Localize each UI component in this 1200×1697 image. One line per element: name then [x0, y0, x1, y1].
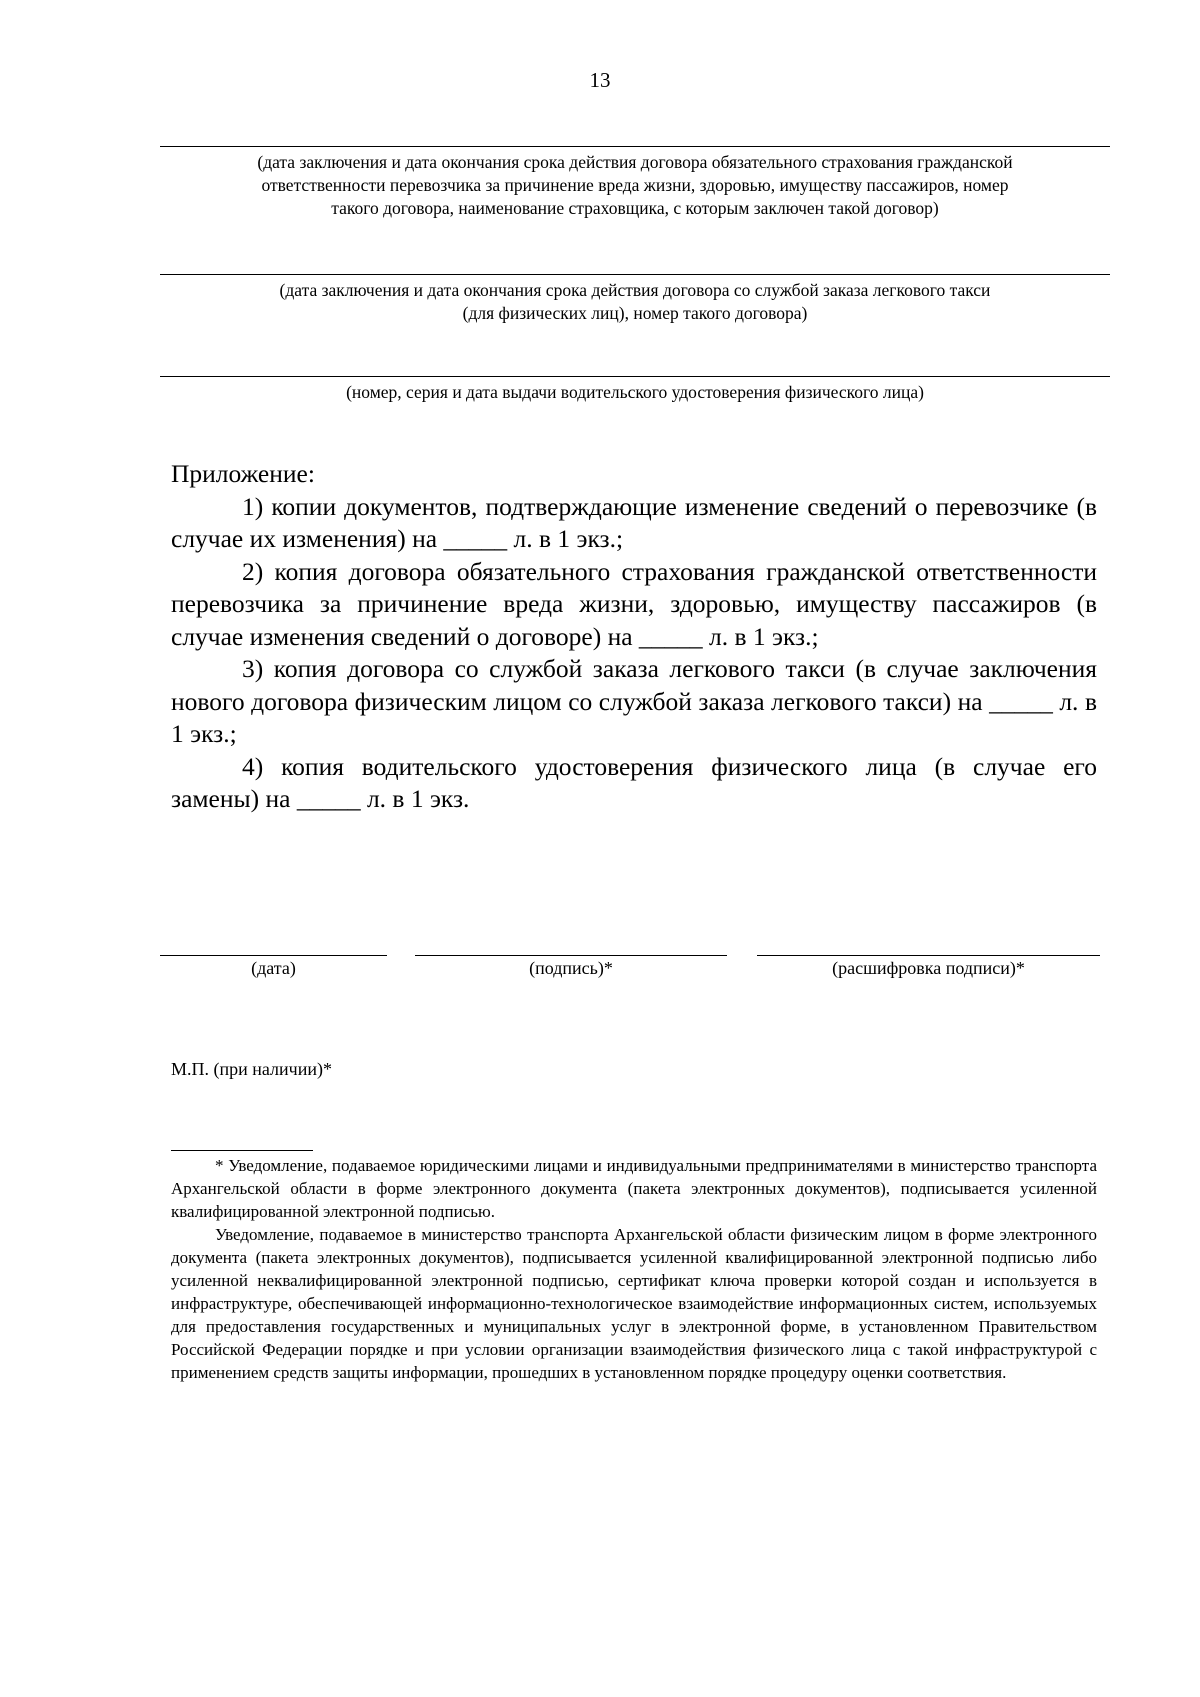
fill-line: [160, 274, 1110, 275]
page-number: 13: [589, 68, 611, 92]
signature-line: [415, 955, 727, 956]
caption-line: (номер, серия и дата выдачи водительского удостоверения физического лица): [346, 382, 924, 402]
caption-line: (дата заключения и дата окончания срока действия договора со службой заказа легкового такси: [279, 280, 991, 300]
fill-caption: [188, 381, 1082, 404]
fill-field-driver-license: [160, 376, 1110, 404]
footnotes: [171, 1154, 1097, 1384]
attachment-item: 4) копия водительского удостоверения физического лица (в случае его замены) на _____ л. в 1 экз.: [171, 751, 1097, 813]
date-label: (дата): [251, 958, 296, 978]
footnote-separator: [171, 1150, 313, 1151]
fill-line: [160, 376, 1110, 377]
signature-decoding-label: (расшифровка подписи)*: [832, 958, 1025, 978]
signature-decoding-line: [757, 955, 1100, 956]
fill-line: [160, 146, 1110, 147]
stamp-label: М.П. (при наличии)*: [171, 1059, 332, 1079]
caption-line: ответственности перевозчика за причинение вреда жизни, здоровью, имуществу пассажиров, номер: [261, 175, 1009, 195]
caption-line: (дата заключения и дата окончания срока действия договора обязательного страхования гражданской: [257, 152, 1013, 172]
fill-field-insurance-contract: [160, 146, 1110, 220]
attachments-heading: Приложение:: [171, 459, 315, 488]
fill-field-taxi-service-contract: [160, 274, 1110, 325]
signature-label: (подпись)*: [529, 958, 613, 978]
fill-caption: [188, 279, 1082, 325]
attachment-item: 1) копии документов, подтверждающие изменение сведений о перевозчике (в случае их изменения) на _____ л. в 1 экз.;: [171, 491, 1097, 553]
footnote-paragraph: * Уведомление, подаваемое юридическими лицами и индивидуальными предпринимателями в министерство транспорта Архангельской области в форме электронного документа (пакета электронных документов), подписывается усиленной квалифицированной электронной подписью.: [171, 1156, 1097, 1221]
attachment-item: 3) копия договора со службой заказа легкового такси (в случае заключения нового договора физическим лицом со службой заказа легкового такси) на _____ л. в 1 экз.;: [171, 654, 1097, 748]
caption-line: (для физических лиц), номер такого договора): [462, 303, 808, 323]
fill-caption: [188, 151, 1082, 220]
footnote-paragraph: Уведомление, подаваемое в министерство транспорта Архангельской области физическим лицом в форме электронного документа (пакета электронных документов), подписывается усиленной квалифицированной электронной подписью либо усиленной неквалифицированной электронной подписью, сертификат ключа проверки которой создан и используется в инфраструктуре, обеспечивающей информационно-технологическое взаимодействие информационных систем, используемых для предоставления государственных и муниципальных услуг в электронной форме, в установленном Правительством Российской Федерации порядке и при условии организации взаимодействия физического лица с такой инфраструктурой с применением средств защиты информации, прошедших в установленном порядке процедуру оценки соответствия.: [171, 1225, 1097, 1382]
attachments-section: [171, 458, 1097, 816]
caption-line: такого договора, наименование страховщика, с которым заключен такой договор): [331, 198, 939, 218]
date-line: [160, 955, 387, 956]
attachment-item: 2) копия договора обязательного страхования гражданской ответственности перевозчика за причинение вреда жизни, здоровью, имуществу пассажиров (в случае изменения сведений о договоре) на _____ л. в 1 экз.;: [171, 556, 1097, 651]
